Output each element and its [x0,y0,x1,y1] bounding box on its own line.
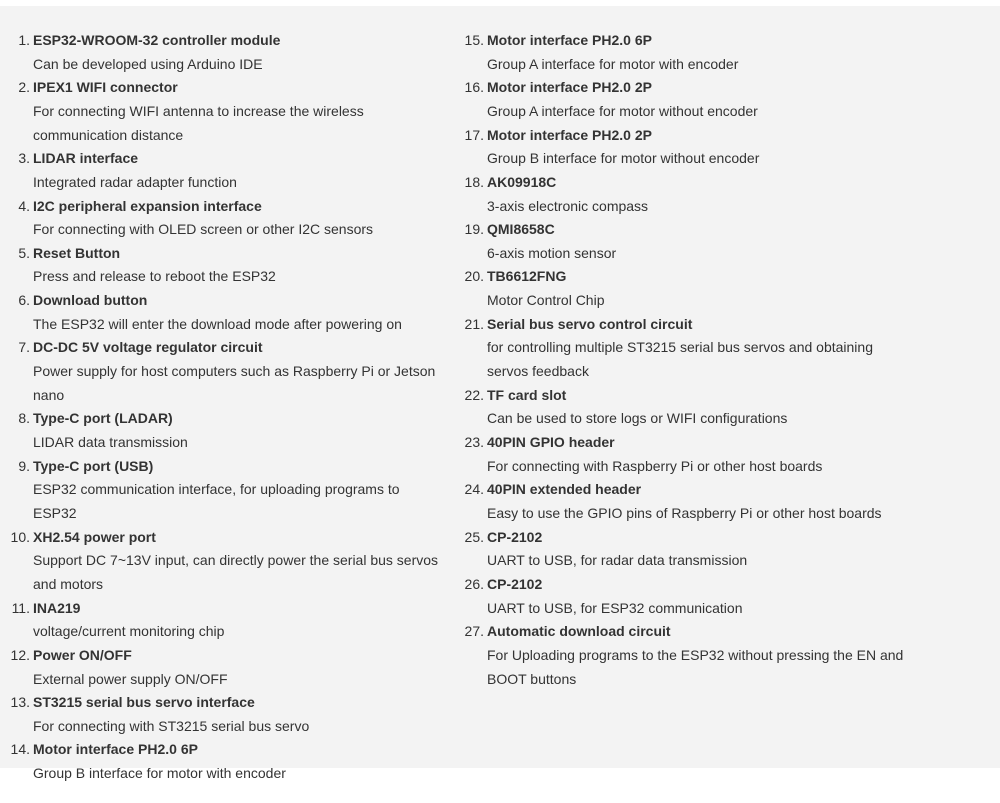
item-number: 1. [18,32,30,48]
item-title: Download button [33,292,148,309]
list-item [454,265,1000,312]
list-item [0,407,452,454]
item-title: ESP32-WROOM-32 controller module [33,32,281,48]
list-item [454,29,1000,76]
item-description: UART to USB, for radar data transmission [487,552,748,569]
list-item [0,29,452,76]
item-number: 9. [18,457,30,474]
item-number: 5. [18,244,30,261]
list-item [454,171,1000,218]
list-item [454,478,1000,525]
content-panel [0,6,1000,782]
item-description: Support DC 7~13V input, can directly power the serial bus servos and motors [33,552,439,592]
list-item [454,526,1000,573]
item-number: 20. [464,268,484,285]
item-number: 21. [464,315,484,332]
item-number: 10. [10,528,30,545]
item-description: Group B interface for motor without encoder [487,150,760,167]
item-description: Power supply for host computers such as Raspberry Pi or Jetson nano [33,363,436,403]
item-description: 6-axis motion sensor [487,244,617,261]
item-number: 17. [464,126,484,143]
list-item [454,620,1000,691]
list-item [0,195,452,242]
item-title: ST3215 serial bus servo interface [33,694,255,711]
item-description: UART to USB, for ESP32 communication [487,599,743,616]
list-item [0,76,452,147]
item-description: for controlling multiple ST3215 serial bus servos and obtaining servos feedback [487,339,873,380]
item-number: 7. [18,339,30,356]
item-description: ESP32 communication interface, for uploading programs to ESP32 [33,481,400,521]
item-description: LIDAR data transmission [33,434,188,451]
item-title: Power ON/OFF [33,646,132,663]
item-description: For connecting with Raspberry Pi or other host boards [487,457,823,474]
item-number: 15. [464,32,484,48]
item-title: 40PIN GPIO header [487,434,615,451]
item-description: Can be used to store logs or WIFI configurations [487,410,788,427]
list-item [0,455,452,526]
item-title: Motor interface PH2.0 6P [487,32,652,48]
item-description: Press and release to reboot the ESP32 [33,268,276,285]
item-title: Type-C port (LADAR) [33,410,173,427]
item-number: 25. [464,528,484,545]
list-item [0,147,452,194]
list-item [454,76,1000,123]
component-list-left [0,29,452,786]
item-description: Group B interface for motor with encoder [33,765,286,782]
list-item [0,644,452,691]
item-title: TB6612FNG [487,268,567,285]
list-item [454,573,1000,620]
item-title: Type-C port (USB) [33,457,154,474]
item-title: 40PIN extended header [487,481,642,498]
item-number: 27. [464,623,484,640]
item-description: voltage/current monitoring chip [33,623,225,640]
item-title: Automatic download circuit [487,623,671,640]
item-title: Serial bus servo control circuit [487,315,693,332]
item-number: 12. [10,646,30,663]
item-description: For connecting WIFI antenna to increase the wireless communication distance [33,102,364,143]
item-title: Reset Button [33,244,121,261]
item-description: 3-axis electronic compass [487,197,649,214]
item-description: For Uploading programs to the ESP32 without pressing the EN and BOOT buttons [487,646,904,687]
item-description: Can be developed using Arduino IDE [33,55,263,72]
item-number: 22. [464,386,484,403]
item-number: 4. [18,197,30,214]
item-description: Easy to use the GPIO pins of Raspberry Pi or other host boards [487,504,882,521]
list-item [0,526,452,597]
item-description: For connecting with ST3215 serial bus servo [33,717,310,734]
item-number: 18. [464,173,484,190]
list-item [0,242,452,289]
item-number: 23. [464,434,484,451]
list-item [454,218,1000,265]
list-item [0,597,452,644]
list-item [454,431,1000,478]
item-number: 26. [464,575,484,592]
item-description: The ESP32 will enter the download mode after powering on [33,315,402,332]
component-list-right [454,29,1000,691]
item-description: Group A interface for motor without encoder [487,102,758,119]
item-title: XH2.54 power port [33,528,156,545]
item-description: External power supply ON/OFF [33,670,228,687]
item-number: 3. [18,150,30,167]
item-number: 11. [11,599,30,616]
item-title: AK09918C [487,173,557,190]
item-number: 6. [18,292,30,309]
item-description: Integrated radar adapter function [33,173,237,190]
item-description: Group A interface for motor with encoder [487,55,739,72]
item-title: CP-2102 [487,528,543,545]
item-number: 2. [18,79,30,96]
item-number: 16. [464,79,484,96]
item-number: 14. [10,741,30,758]
item-title: TF card slot [487,386,567,403]
item-title: CP-2102 [487,575,543,592]
item-number: 19. [464,221,484,238]
list-item [454,313,1000,384]
list-item [0,691,452,738]
item-number: 24. [464,481,484,498]
item-number: 8. [18,410,30,427]
item-title: IPEX1 WIFI connector [33,79,178,96]
item-title: I2C peripheral expansion interface [33,197,262,214]
item-description: For connecting with OLED screen or other I2C sensors [33,221,374,238]
item-title: LIDAR interface [33,150,139,167]
item-title: DC-DC 5V voltage regulator circuit [33,339,263,356]
item-title: INA219 [33,599,81,616]
list-item [0,738,452,785]
item-title: Motor interface PH2.0 2P [487,79,652,96]
list-item [0,336,452,407]
item-number: 13. [10,694,30,711]
item-title: Motor interface PH2.0 2P [487,126,652,143]
list-item [454,124,1000,171]
item-description: Motor Control Chip [487,292,605,309]
list-item [454,384,1000,431]
item-title: QMI8658C [487,221,555,238]
item-title: Motor interface PH2.0 6P [33,741,198,758]
list-item [0,289,452,336]
